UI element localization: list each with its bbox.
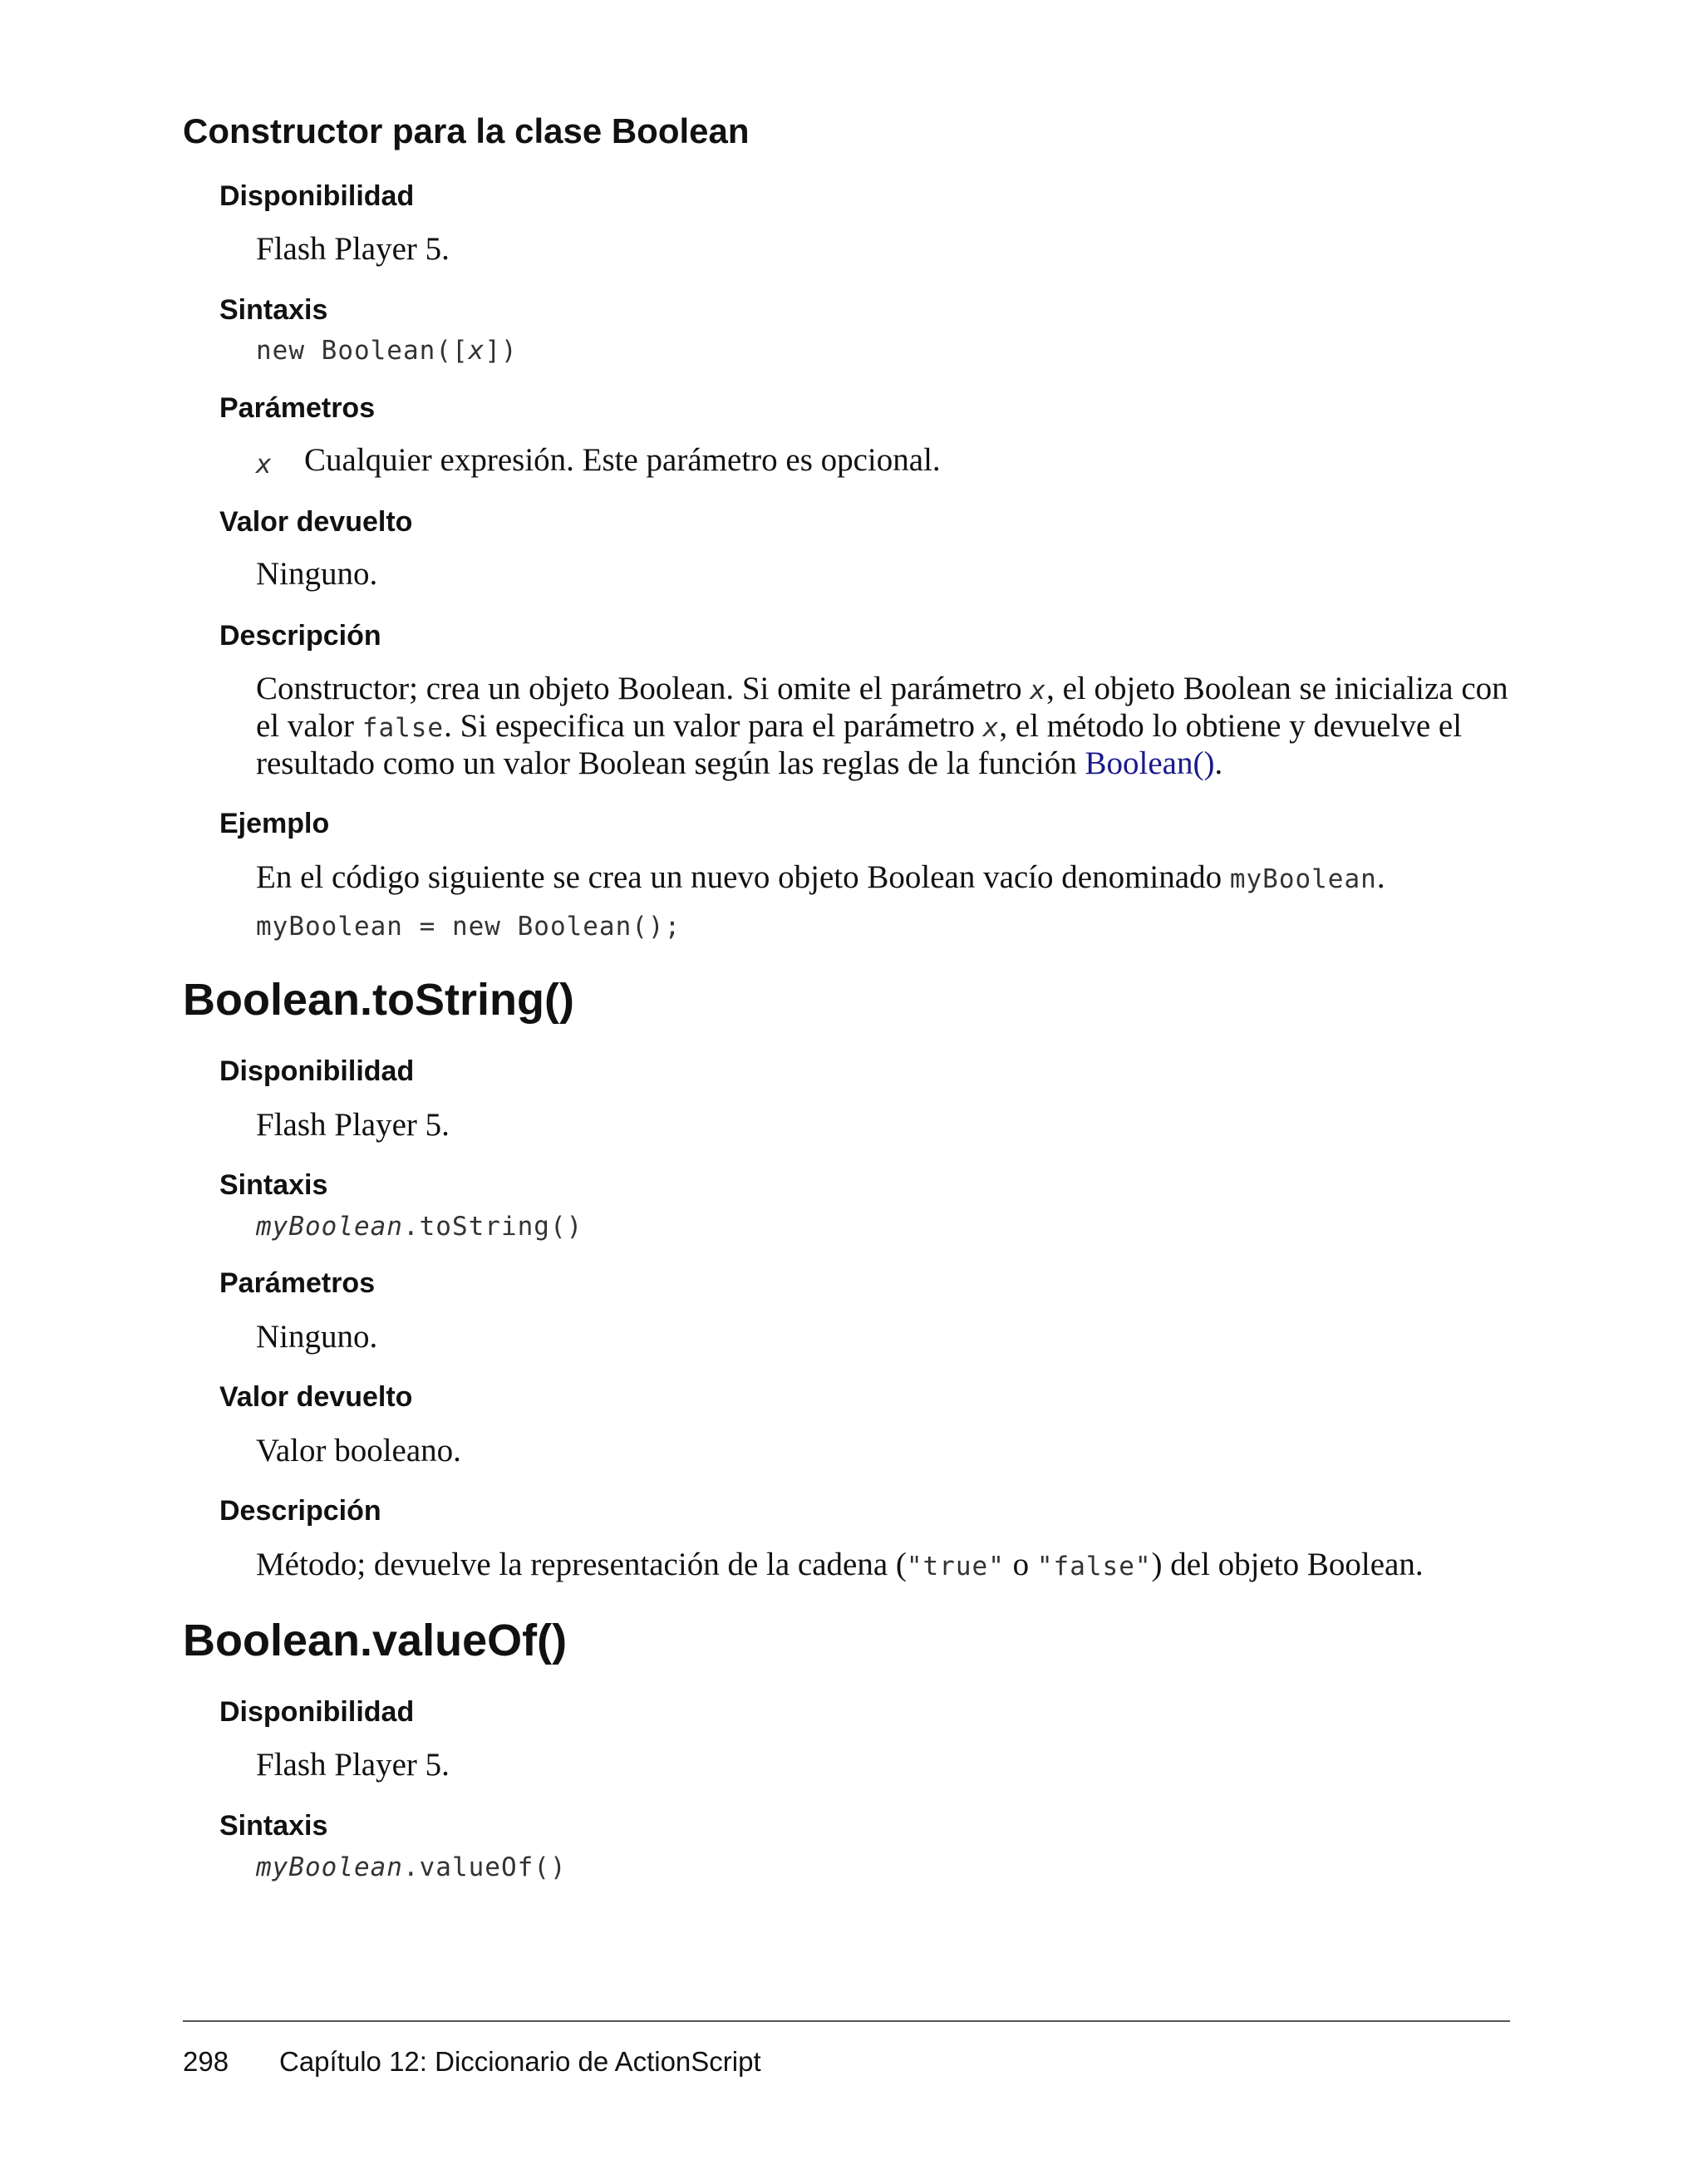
section-title-constructor: Constructor para la clase Boolean: [183, 111, 750, 150]
availability-heading: Disponibilidad: [219, 1696, 415, 1728]
syntax-code: [256, 1214, 583, 1240]
availability-text: Flash Player 5.: [256, 1107, 450, 1143]
description-text: . Si especifica un valor para el parámetro: [444, 708, 983, 744]
section-title-valueof: Boolean.valueOf(): [183, 1616, 568, 1665]
parameters-heading: Parámetros: [219, 1267, 376, 1299]
syntax-code: [256, 1852, 567, 1882]
description-text: resultado como un valor Boolean según las reglas de la función: [256, 745, 1085, 781]
parameters-text: Ninguno.: [256, 1319, 378, 1355]
description-text: el valor: [256, 708, 362, 744]
inline-code: false: [362, 713, 445, 743]
example-text: [256, 858, 1385, 898]
syntax-heading: Sintaxis: [219, 1169, 328, 1201]
parameter-description: Cualquier expresión. Este parámetro es opcional.: [304, 442, 941, 478]
parameter-name: x: [256, 450, 272, 480]
syntax-method: .toString(): [402, 1212, 583, 1242]
availability-text: Flash Player 5.: [256, 1747, 450, 1783]
syntax-suffix: ]): [485, 336, 518, 366]
inline-code: x: [982, 713, 1000, 743]
description-sentence: o: [1004, 1547, 1037, 1582]
syntax-prefix: new Boolean([: [256, 336, 469, 366]
description-text: [256, 1546, 1424, 1586]
inline-code: "false": [1036, 1552, 1152, 1581]
description-sentence: Método; devuelve la representación de la cadena (: [256, 1547, 907, 1582]
description-heading: Descripción: [219, 620, 381, 652]
return-value-text: Ninguno.: [256, 556, 378, 592]
description-text: , el método lo obtiene y devuelve el: [999, 708, 1463, 744]
description-line-3: [256, 745, 1222, 782]
syntax-heading: Sintaxis: [219, 1810, 328, 1842]
syntax-object: myBoolean: [256, 1212, 403, 1242]
description-heading: Descripción: [219, 1495, 381, 1527]
inline-code: myBoolean: [1229, 864, 1377, 894]
description-sentence: ) del objeto Boolean.: [1151, 1547, 1424, 1582]
parameters-heading: Parámetros: [219, 392, 376, 424]
description-line-1: [256, 670, 1508, 710]
example-sentence: .: [1376, 859, 1385, 895]
description-text: .: [1214, 745, 1223, 781]
availability-text: Flash Player 5.: [256, 231, 450, 267]
availability-heading: Disponibilidad: [219, 180, 415, 212]
example-code: myBoolean = new Boolean();: [256, 912, 681, 942]
boolean-function-link[interactable]: Boolean(): [1085, 745, 1215, 781]
syntax-object: myBoolean: [256, 1852, 403, 1882]
return-value-text: Valor booleano.: [256, 1433, 461, 1468]
inline-code: x: [1030, 676, 1047, 706]
availability-heading: Disponibilidad: [219, 1055, 415, 1087]
syntax-method: .valueOf(): [402, 1852, 567, 1882]
page-number: 298: [183, 2046, 229, 2077]
syntax-code: [256, 338, 518, 364]
return-value-heading: Valor devuelto: [219, 506, 413, 538]
description-text: Constructor; crea un objeto Boolean. Si omite el parámetro: [256, 671, 1031, 706]
syntax-param: x: [468, 336, 485, 366]
description-text: , el objeto Boolean se inicializa con: [1046, 671, 1508, 706]
example-sentence: En el código siguiente se crea un nuevo objeto Boolean vacío denominado: [256, 859, 1230, 895]
description-line-2: [256, 707, 1462, 747]
syntax-heading: Sintaxis: [219, 294, 328, 326]
section-title-tostring: Boolean.toString(): [183, 975, 574, 1025]
inline-code: "true": [906, 1552, 1005, 1581]
example-heading: Ejemplo: [219, 808, 330, 839]
chapter-title: Capítulo 12: Diccionario de ActionScript: [279, 2046, 761, 2077]
return-value-heading: Valor devuelto: [219, 1381, 413, 1413]
footer-divider: [183, 2020, 1510, 2022]
